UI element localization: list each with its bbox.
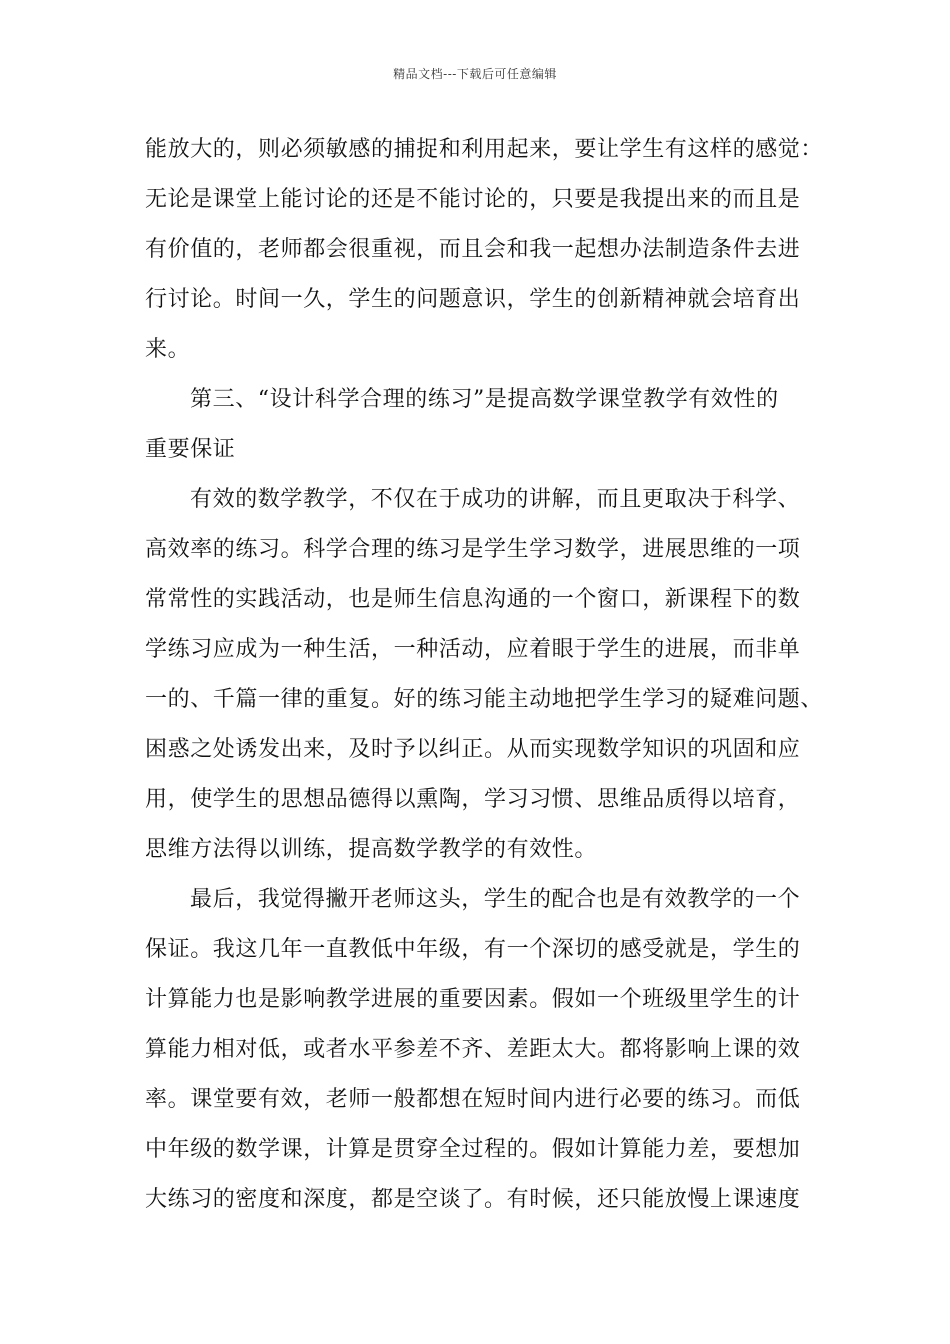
body-line: 高效率的练习。科学合理的练习是学生学习数学，进展思维的一项 xyxy=(145,537,801,562)
page-header: 精品文档---下载后可任意编辑 xyxy=(393,67,557,81)
body-line: 无论是课堂上能讨论的还是不能讨论的，只要是我提出来的而且是 xyxy=(145,187,801,212)
body-line: 算能力相对低，或者水平参差不齐、差距太大。都将影响上课的效 xyxy=(145,1037,801,1062)
body-line: 用，使学生的思想品德得以熏陶，学习习惯、思维品质得以培育， xyxy=(145,787,801,812)
body-line: 有价值的，老师都会很重视，而且会和我一起想办法制造条件去进 xyxy=(145,237,801,262)
body-line: 计算能力也是影响教学进展的重要因素。假如一个班级里学生的计 xyxy=(145,987,801,1012)
section-heading-line: 重要保证 xyxy=(145,437,236,462)
body-line: 大练习的密度和深度，都是空谈了。有时候，还只能放慢上课速度 xyxy=(145,1187,801,1212)
body-line: 中年级的数学课，计算是贯穿全过程的。假如计算能力差，要想加 xyxy=(145,1137,801,1162)
section-heading-line: 第三、“设计科学合理的练习”是提高数学课堂教学有效性的 xyxy=(190,387,779,412)
body-line: 行讨论。时间一久，学生的问题意识，学生的创新精神就会培育出 xyxy=(145,287,801,312)
body-line: 有效的数学教学，不仅在于成功的讲解，而且更取决于科学、 xyxy=(190,487,801,512)
body-line: 困惑之处诱发出来，及时予以纠正。从而实现数学知识的巩固和应 xyxy=(145,737,801,762)
body-line: 学练习应成为一种生活，一种活动，应着眼于学生的进展，而非单 xyxy=(145,637,801,662)
body-line: 保证。我这几年一直教低中年级，有一个深切的感受就是，学生的 xyxy=(145,937,801,962)
body-line: 能放大的，则必须敏感的捕捉和利用起来，要让学生有这样的感觉： xyxy=(145,137,824,162)
body-line: 思维方法得以训练，提高数学教学的有效性。 xyxy=(145,837,598,862)
body-line: 一的、千篇一律的重复。好的练习能主动地把学生学习的疑难问题、 xyxy=(145,687,824,712)
body-line: 来。 xyxy=(145,337,191,362)
body-line: 常常性的实践活动，也是师生信息沟通的一个窗口，新课程下的数 xyxy=(145,587,801,612)
body-line: 最后，我觉得撇开老师这头，学生的配合也是有效教学的一个 xyxy=(190,887,801,912)
body-line: 率。课堂要有效，老师一般都想在短时间内进行必要的练习。而低 xyxy=(145,1087,801,1112)
